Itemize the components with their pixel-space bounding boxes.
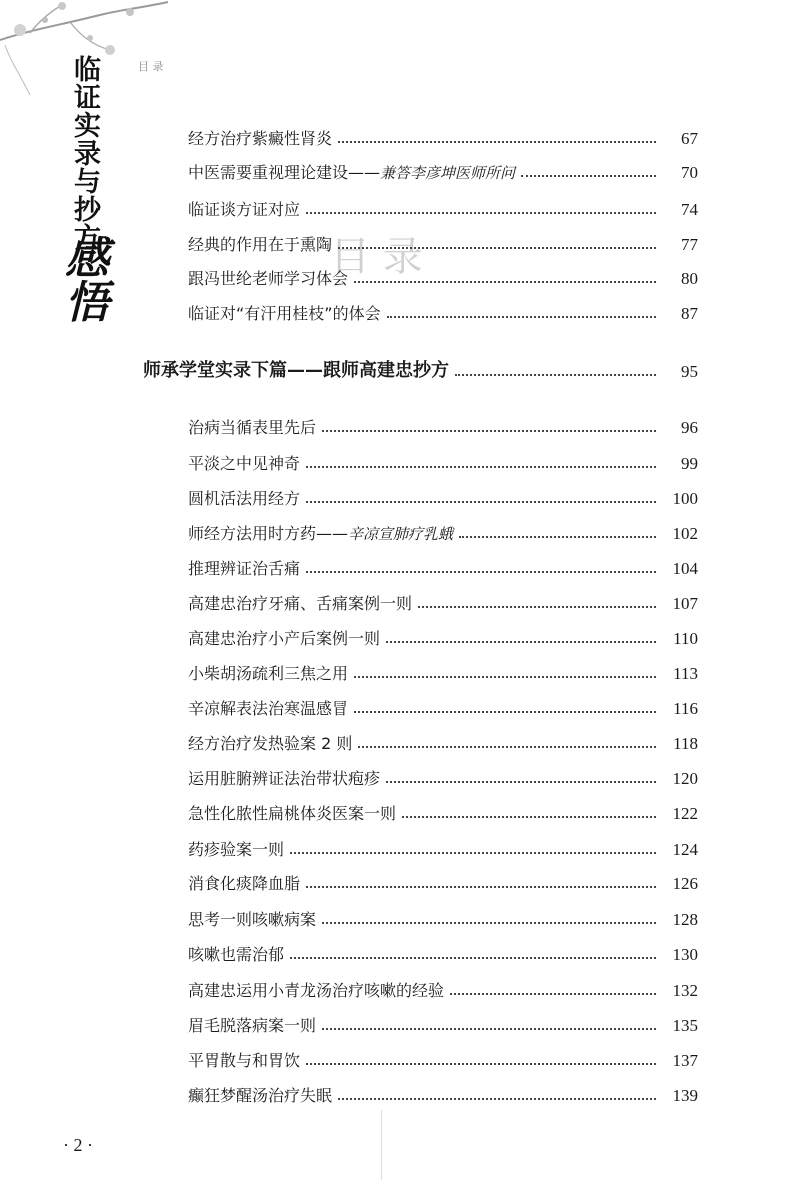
toc-entry[interactable] xyxy=(188,194,698,222)
dot-leader xyxy=(386,640,656,643)
toc-entry-title: 师经方法用时方药—— xyxy=(188,524,349,543)
toc-entry[interactable] xyxy=(188,157,698,185)
toc-part-title: 师承学堂实录下篇——跟师高建忠抄方 xyxy=(143,360,449,381)
toc-entry-title: 眉毛脱落病案一则 xyxy=(188,1016,317,1035)
toc-entry-page: 87 xyxy=(681,304,698,323)
toc-entry-subtitle: 兼答李彦坤医师所问 xyxy=(380,164,516,182)
toc-entry-title: 临证对“有汗用桂枝”的体会 xyxy=(188,304,381,323)
toc-entry[interactable] xyxy=(188,1010,698,1038)
toc-entry[interactable] xyxy=(188,904,698,932)
book-title-vertical: 临证实录与抄方 xyxy=(69,55,100,251)
dot-leader xyxy=(455,373,656,376)
section-mark: 目 录 xyxy=(138,60,164,73)
toc-entry-page: 74 xyxy=(681,200,698,219)
toc-entry-title: 中医需要重视理论建设—— xyxy=(188,163,381,182)
toc-entry-page: 67 xyxy=(681,129,698,148)
toc-entry-page: 102 xyxy=(672,524,698,543)
dot-leader xyxy=(358,745,656,748)
toc-entry[interactable] xyxy=(188,518,698,546)
toc-entry-title: 平淡之中见神奇 xyxy=(188,454,301,473)
dot-leader xyxy=(306,211,656,214)
dot-leader xyxy=(418,605,656,608)
toc-entry[interactable] xyxy=(188,588,698,616)
toc-entry-page: 100 xyxy=(672,489,698,508)
toc-entry-page: 99 xyxy=(681,454,698,473)
toc-entry-title: 经方治疗紫癜性肾炎 xyxy=(188,129,333,148)
dot-leader xyxy=(459,535,656,538)
toc-entry-title: 咳嗽也需治郁 xyxy=(188,945,285,964)
toc-entry[interactable] xyxy=(188,939,698,967)
toc-entry-page: 116 xyxy=(673,699,698,718)
dot-leader xyxy=(322,1027,656,1030)
toc-entry-subtitle: 辛凉宣肺疗乳蛾 xyxy=(348,525,454,543)
toc-entry[interactable] xyxy=(188,412,698,440)
dot-leader xyxy=(306,570,656,573)
toc-entry-title: 消食化痰降血脂 xyxy=(188,874,301,893)
toc-entry-title: 临证谈方证对应 xyxy=(188,200,301,219)
toc-entry[interactable] xyxy=(188,1045,698,1073)
book-title-calligraphy: 感悟 xyxy=(57,235,108,323)
toc-entry[interactable] xyxy=(188,798,698,826)
toc-entry-title: 跟冯世纶老师学习体会 xyxy=(188,269,349,288)
dot-leader xyxy=(338,246,656,249)
toc-entry-page: 137 xyxy=(672,1051,698,1070)
toc-entry-page: 135 xyxy=(672,1016,698,1035)
toc-entry-title: 药疹验案一则 xyxy=(188,840,285,859)
toc-entry-title: 平胃散与和胃饮 xyxy=(188,1051,301,1070)
toc-entry[interactable] xyxy=(188,868,698,896)
toc-entry-page: 96 xyxy=(681,418,698,437)
toc-entry[interactable] xyxy=(188,448,698,476)
toc-entry-title: 经典的作用在于熏陶 xyxy=(188,235,333,254)
toc-entry[interactable] xyxy=(188,553,698,581)
dot-leader xyxy=(354,710,656,713)
toc-entry-title: 治病当循表里先后 xyxy=(188,418,317,437)
dot-leader xyxy=(306,885,656,888)
toc-entry-title: 急性化脓性扁桃体炎医案一则 xyxy=(188,804,397,823)
dot-leader xyxy=(338,1097,656,1100)
toc-entry[interactable] xyxy=(188,834,698,862)
toc-entry[interactable] xyxy=(188,975,698,1003)
toc-entry[interactable] xyxy=(188,623,698,651)
dot-leader xyxy=(322,921,656,924)
dot-leader xyxy=(402,815,656,818)
dot-leader xyxy=(322,429,656,432)
toc-entry-title: 推理辨证治舌痛 xyxy=(188,559,301,578)
toc-entry-page: 70 xyxy=(681,163,698,182)
toc-entry-page: 120 xyxy=(672,769,698,788)
toc-entry[interactable] xyxy=(188,658,698,686)
toc-entry-page: 132 xyxy=(672,981,698,1000)
toc-entry-title: 高建忠运用小青龙汤治疗咳嗽的经验 xyxy=(188,981,445,1000)
toc-entry-title: 思考一则咳嗽病案 xyxy=(188,910,317,929)
dot-leader xyxy=(354,675,656,678)
toc-entry-title: 癫狂梦醒汤治疗失眠 xyxy=(188,1086,333,1105)
dot-leader xyxy=(338,140,656,143)
dot-leader xyxy=(450,992,656,995)
toc-entry-title: 经方治疗发热验案 2 则 xyxy=(188,734,353,753)
toc-entry-page: 95 xyxy=(681,362,698,381)
dot-leader xyxy=(386,780,656,783)
dot-leader xyxy=(306,500,656,503)
toc-entry[interactable] xyxy=(188,763,698,791)
toc-entry[interactable] xyxy=(188,728,698,756)
toc-entry[interactable] xyxy=(188,263,698,291)
toc-entry-title: 辛凉解表法治寒温感冒 xyxy=(188,699,349,718)
toc-entry-page: 80 xyxy=(681,269,698,288)
toc-entry-page: 107 xyxy=(672,594,698,613)
toc-entry-page: 130 xyxy=(672,945,698,964)
toc-entry[interactable] xyxy=(188,123,698,151)
dot-leader xyxy=(354,280,656,283)
dot-leader xyxy=(306,1062,656,1065)
toc-entry-page: 139 xyxy=(672,1086,698,1105)
toc-entry[interactable] xyxy=(188,1080,698,1108)
bleed-through-text: 目 录 xyxy=(330,234,423,280)
dot-leader xyxy=(290,956,656,959)
toc-entry-page: 77 xyxy=(681,235,698,254)
toc-entry-title: 圆机活法用经方 xyxy=(188,489,301,508)
toc-entry-title: 高建忠治疗小产后案例一则 xyxy=(188,629,381,648)
toc-entry-page: 113 xyxy=(673,664,698,683)
toc-entry[interactable] xyxy=(188,298,698,326)
toc-entry-page: 104 xyxy=(672,559,698,578)
toc-entry-title: 小柴胡汤疏利三焦之用 xyxy=(188,664,349,683)
toc-entry[interactable] xyxy=(188,693,698,721)
toc-entry-title: 高建忠治疗牙痛、舌痛案例一则 xyxy=(188,594,413,613)
toc-entry-page: 124 xyxy=(672,840,698,859)
toc-entry-page: 122 xyxy=(672,804,698,823)
toc-entry-page: 118 xyxy=(673,734,698,753)
toc-entry-page: 126 xyxy=(672,874,698,893)
toc-entry-title: 运用脏腑辨证法治带状疱疹 xyxy=(188,769,381,788)
dot-leader xyxy=(306,465,656,468)
toc-part-heading[interactable] xyxy=(143,356,698,384)
dot-leader xyxy=(290,851,656,854)
toc-entry-page: 128 xyxy=(672,910,698,929)
page-number: · 2 · xyxy=(63,1135,93,1155)
dot-leader xyxy=(387,315,656,318)
toc-entry[interactable] xyxy=(188,483,698,511)
dot-leader xyxy=(521,174,656,177)
toc-entry-page: 110 xyxy=(673,629,698,648)
toc-entry[interactable] xyxy=(188,229,698,257)
